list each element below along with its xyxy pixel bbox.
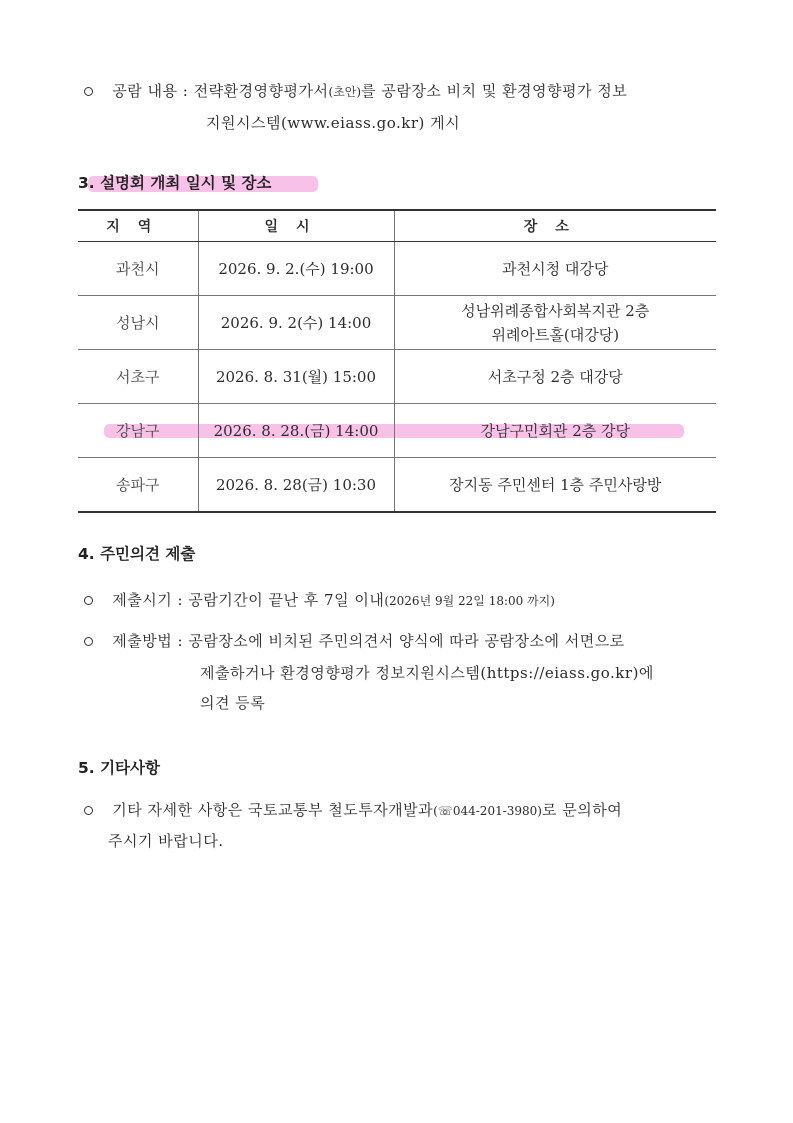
submission-method-line1: 제출방법 : 공람장소에 비치된 주민의견서 양식에 따라 공람장소에 서면으로 — [84, 630, 625, 651]
section3-heading: 3. 설명회 개최 일시 및 장소 — [78, 174, 272, 192]
bullet-circle-icon — [84, 87, 93, 96]
table-row — [78, 296, 716, 350]
submission-method-line3: 의견 등록 — [200, 694, 266, 712]
submission-period: 제출시기 : 공람기간이 끝난 후 7일 이내(2026년 9월 22일 18:00 까지) — [84, 589, 555, 610]
table-row — [78, 242, 716, 296]
display-content-line2: 지원시스템(www.eiass.go.kr) 게시 — [206, 114, 461, 132]
bullet-circle-icon — [84, 806, 93, 815]
region-cell: 송파구 — [78, 458, 198, 513]
table-row — [78, 350, 716, 404]
bullet-circle-icon — [84, 596, 93, 605]
display-content-line1: 공람 내용 : 전략환경영향평가서(초안)를 공람장소 비치 및 환경영향평가 정보 — [84, 80, 627, 101]
place-cell: 강남구민회관 2층 강당 — [394, 404, 716, 458]
place-cell: 서초구청 2층 대강당 — [394, 350, 716, 404]
header-datetime: 일시 — [198, 210, 394, 242]
section5-heading: 5. 기타사항 — [78, 759, 160, 777]
region-cell: 서초구 — [78, 350, 198, 404]
briefing-schedule-table — [78, 209, 716, 513]
region-cell: 과천시 — [78, 242, 198, 296]
bullet-circle-icon — [84, 637, 93, 646]
other-info-line1: 기타 자세한 사항은 국토교통부 철도투자개발과(☏044-201-3980)로 문의하여 — [84, 799, 622, 820]
datetime-cell: 2026. 8. 31(월) 15:00 — [198, 350, 394, 404]
table-header-row — [78, 210, 716, 242]
region-cell: 강남구 — [78, 404, 198, 458]
header-place: 장소 — [394, 210, 716, 242]
place-cell: 과천시청 대강당 — [394, 242, 716, 296]
datetime-cell: 2026. 8. 28.(금) 14:00 — [198, 404, 394, 458]
place-cell: 성남위례종합사회복지관 2층 위례아트홀(대강당) — [394, 296, 716, 350]
place-cell: 장지동 주민센터 1층 주민사랑방 — [394, 458, 716, 513]
other-info-line2: 주시기 바랍니다. — [108, 832, 224, 850]
submission-method-line2: 제출하거나 환경영향평가 정보지원시스템(https://eiass.go.kr)에 — [200, 664, 654, 682]
region-cell: 성남시 — [78, 296, 198, 350]
table-row — [78, 404, 716, 458]
datetime-cell: 2026. 9. 2.(수) 19:00 — [198, 242, 394, 296]
datetime-cell: 2026. 9. 2(수) 14:00 — [198, 296, 394, 350]
datetime-cell: 2026. 8. 28(금) 10:30 — [198, 458, 394, 513]
section4-heading: 4. 주민의견 제출 — [78, 545, 196, 563]
table-row — [78, 458, 716, 513]
header-region: 지역 — [78, 210, 198, 242]
